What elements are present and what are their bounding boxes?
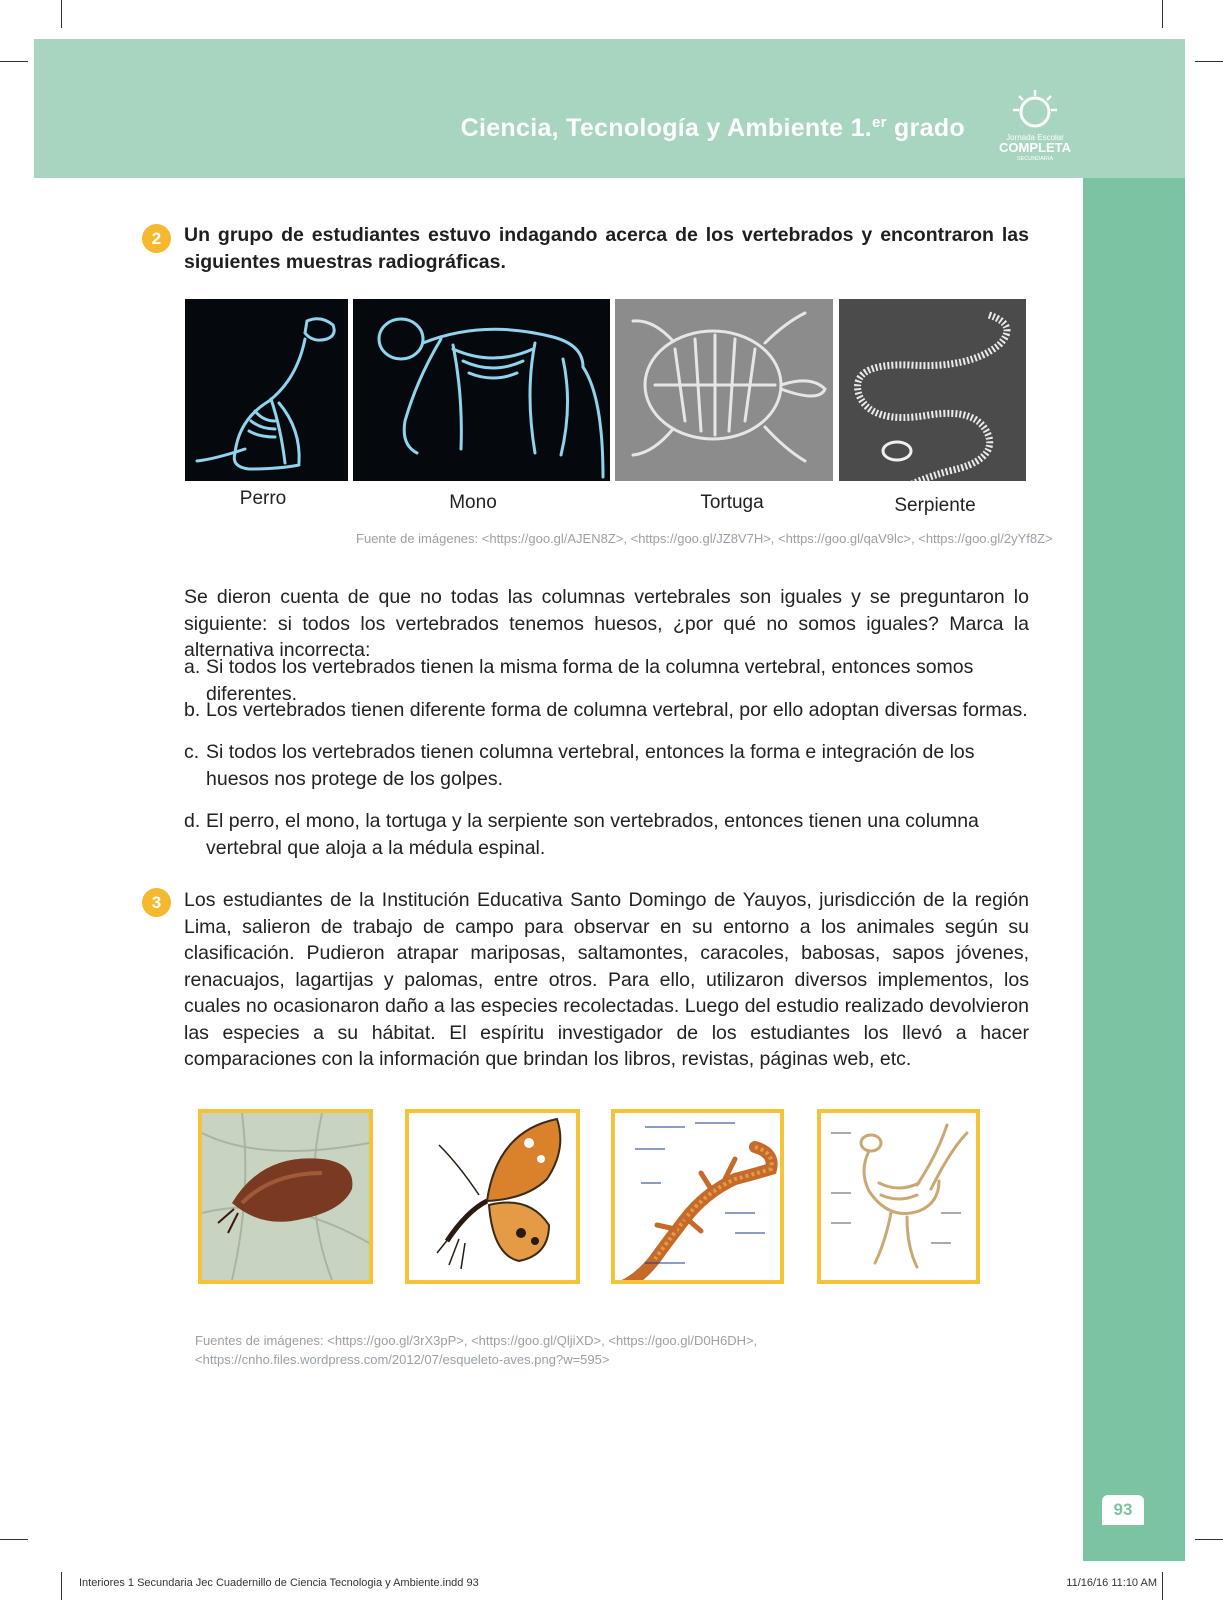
question-number-3: 3 [142, 888, 171, 917]
caption-perro: Perro [239, 488, 287, 509]
caption-tortuga: Tortuga [700, 492, 764, 513]
monkey-xray-icon [353, 299, 610, 481]
title-main: Ciencia, Tecnología y Ambiente 1. [460, 114, 873, 142]
logo-line3: SECUNDARIA [1016, 156, 1054, 160]
title-end: grado [894, 114, 965, 142]
option-letter: a. [184, 656, 201, 678]
crop-mark [0, 61, 28, 62]
title-superscript: er [872, 114, 887, 131]
turtle-xray-icon [615, 299, 833, 481]
caption-serpiente: Serpiente [894, 495, 976, 516]
butterfly-image [405, 1109, 580, 1284]
dog-xray-icon [185, 299, 348, 481]
lizard-image [611, 1109, 784, 1284]
slug-photo-icon [202, 1113, 369, 1280]
butterfly-diagram-icon [409, 1113, 576, 1280]
option-text: Si todos los vertebrados tienen la misma forma de la columna vertebral, entonces somos diferentes. [206, 656, 974, 705]
slug-image [198, 1109, 373, 1284]
crop-mark [61, 0, 62, 28]
bird-skeleton-image [817, 1109, 980, 1284]
image-source-q3: Fuentes de imágenes: <https://goo.gl/3rX3pP>, <https://goo.gl/QljiXD>, <https://goo.gl/D0H6DH>, <https://cnho.files.wordpress.com/2012/07/esqueleto-aves.png?w=595> [195, 1333, 758, 1367]
right-sidebar [1083, 178, 1185, 1561]
crop-mark [1162, 1572, 1163, 1600]
option-text: Los vertebrados tienen diferente forma de columna vertebral, por ello adoptan diversas formas. [206, 699, 1028, 721]
logo-line1: Jornada Escolar [1006, 133, 1064, 142]
page-number: 93 [1102, 1495, 1144, 1525]
page-title [461, 114, 965, 143]
question-3-text: Los estudiantes de la Institución Educativa Santo Domingo de Yauyos, jurisdicción de la región Lima, salieron de trabajo de campo para observar en su entorno a los animales según su clasificación. Pudieron atrapar mariposas, saltamontes, caracoles, babosas, sapos jóvenes, renacuajos, lagartijas y palomas, entre otros. Para ello, utilizaron diversos implementos, los cuales no ocasionaron daño a las especies recolectadas. Luego del estudio realizado devolvieron las especies a su hábitat. El espíritu investigador de los estudiantes los llevó a hacer comparaciones con la información que brindan los libros, revistas, páginas web, etc. [184, 889, 1029, 1070]
snake-xray-image [839, 299, 1026, 481]
jornada-escolar-logo [994, 60, 1076, 160]
question-2-paragraph: Se dieron cuenta de que no todas las columnas vertebrales son iguales y se preguntaron lo siguiente: si todos los vertebrados tenemos huesos, ¿por qué no somos iguales? Marca la alternativa incorrecta: [184, 586, 1029, 661]
image-source-q2: Fuente de imágenes: <https://goo.gl/AJEN8Z>, <https://goo.gl/JZ8V7H>, <https://goo.gl/qaV9lc>, <https://goo.gl/2yYf8Z> [356, 531, 1053, 546]
lizard-diagram-icon [615, 1113, 780, 1280]
question-2-text: Un grupo de estudiantes estuvo indagando acerca de los vertebrados y encontraron las siguientes muestras radiográficas. [184, 224, 1029, 273]
option-text: El perro, el mono, la tortuga y la serpiente son vertebrados, entonces tienen una columna vertebral que aloja a la médula espinal. [206, 810, 979, 859]
bird-skeleton-diagram-icon [821, 1113, 976, 1280]
crop-mark [1162, 0, 1163, 28]
footer-filename: Interiores 1 Secundaria Jec Cuadernillo de Ciencia Tecnologia y Ambiente.indd 93 [79, 1577, 479, 1589]
option-text: Si todos los vertebrados tienen columna vertebral, entonces la forma e integración de los huesos nos protege de los golpes. [206, 741, 975, 790]
footer-timestamp: 11/16/16 11:10 AM [1066, 1577, 1157, 1589]
crop-mark [0, 1539, 28, 1540]
monkey-xray-image [353, 299, 610, 481]
crop-mark [61, 1572, 62, 1600]
option-d [184, 808, 1029, 861]
crop-mark [1195, 61, 1223, 62]
logo-line2: COMPLETA [999, 140, 1071, 155]
option-c [184, 739, 1029, 792]
question-number-2: 2 [142, 224, 171, 253]
crop-mark [1195, 1539, 1223, 1540]
option-letter: b. [184, 699, 201, 721]
snake-xray-icon [839, 299, 1026, 481]
dog-xray-image [185, 299, 348, 481]
caption-mono: Mono [449, 492, 497, 513]
option-letter: c. [184, 741, 200, 763]
turtle-xray-image [615, 299, 833, 481]
option-letter: d. [184, 810, 201, 832]
option-b [184, 697, 1029, 724]
